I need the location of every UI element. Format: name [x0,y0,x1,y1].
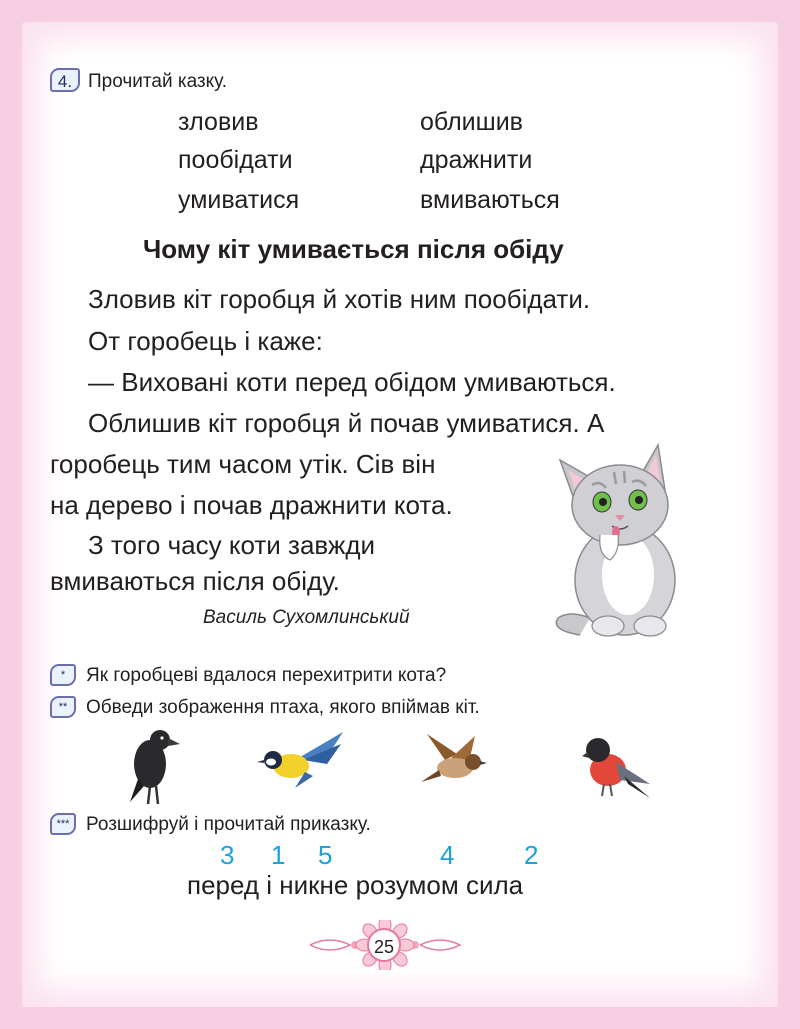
story-line-7: З того часу коти завжди [88,530,376,560]
story-title: Чому кіт умивається після обіду [143,234,564,264]
question-3-text: Розшифруй і прочитай приказку. [86,814,371,835]
story-author: Василь Сухомлинський [203,607,410,628]
word-right-2: дражнити [420,146,533,174]
question-3-badge: *** [50,813,76,835]
cipher-number-5: 2 [524,840,539,870]
page-number: 25 [367,928,401,962]
word-right-3: вмиваються [420,186,560,214]
story-line-8: вмиваються після обіду. [50,566,340,596]
kitten-illustration [540,440,705,640]
task-4-badge: 4. [50,68,80,92]
question-1-text: Як горобцеві вдалося перехитрити кота? [86,665,447,686]
word-left-1: зловив [178,108,259,136]
cipher-number-1: 3 [220,840,235,870]
story-line-5: горобець тим часом утік. Сів він [50,449,436,479]
proverb-text: перед і никне розумом сила [187,870,524,900]
question-2-badge: ** [50,696,76,718]
story-line-1: Зловив кіт горобця й хотів ним пообідати. [88,284,591,314]
bullfinch-icon[interactable] [580,734,652,800]
cipher-number-2: 1 [271,840,286,870]
word-left-2: пообідати [178,146,293,174]
cipher-number-4: 4 [440,840,455,870]
word-left-3: умиватися [178,186,300,214]
story-line-3: — Виховані коти перед обідом умиваються. [88,367,616,397]
task-4-instruction: Прочитай казку. [88,71,228,92]
tit-icon[interactable] [255,730,345,790]
story-line-2: От горобець і каже: [88,326,323,356]
cipher-number-3: 5 [318,840,333,870]
sparrow-icon[interactable] [415,732,490,787]
story-line-4: Облишив кіт горобця й почав умиватися. А [88,408,605,438]
question-1-badge: * [50,664,76,686]
crow-icon[interactable] [122,724,182,806]
word-right-1: облишив [420,108,523,136]
question-2-text: Обведи зображення птаха, якого впіймав кіт. [86,697,480,718]
story-line-6: на дерево і почав дражнити кота. [50,490,453,520]
